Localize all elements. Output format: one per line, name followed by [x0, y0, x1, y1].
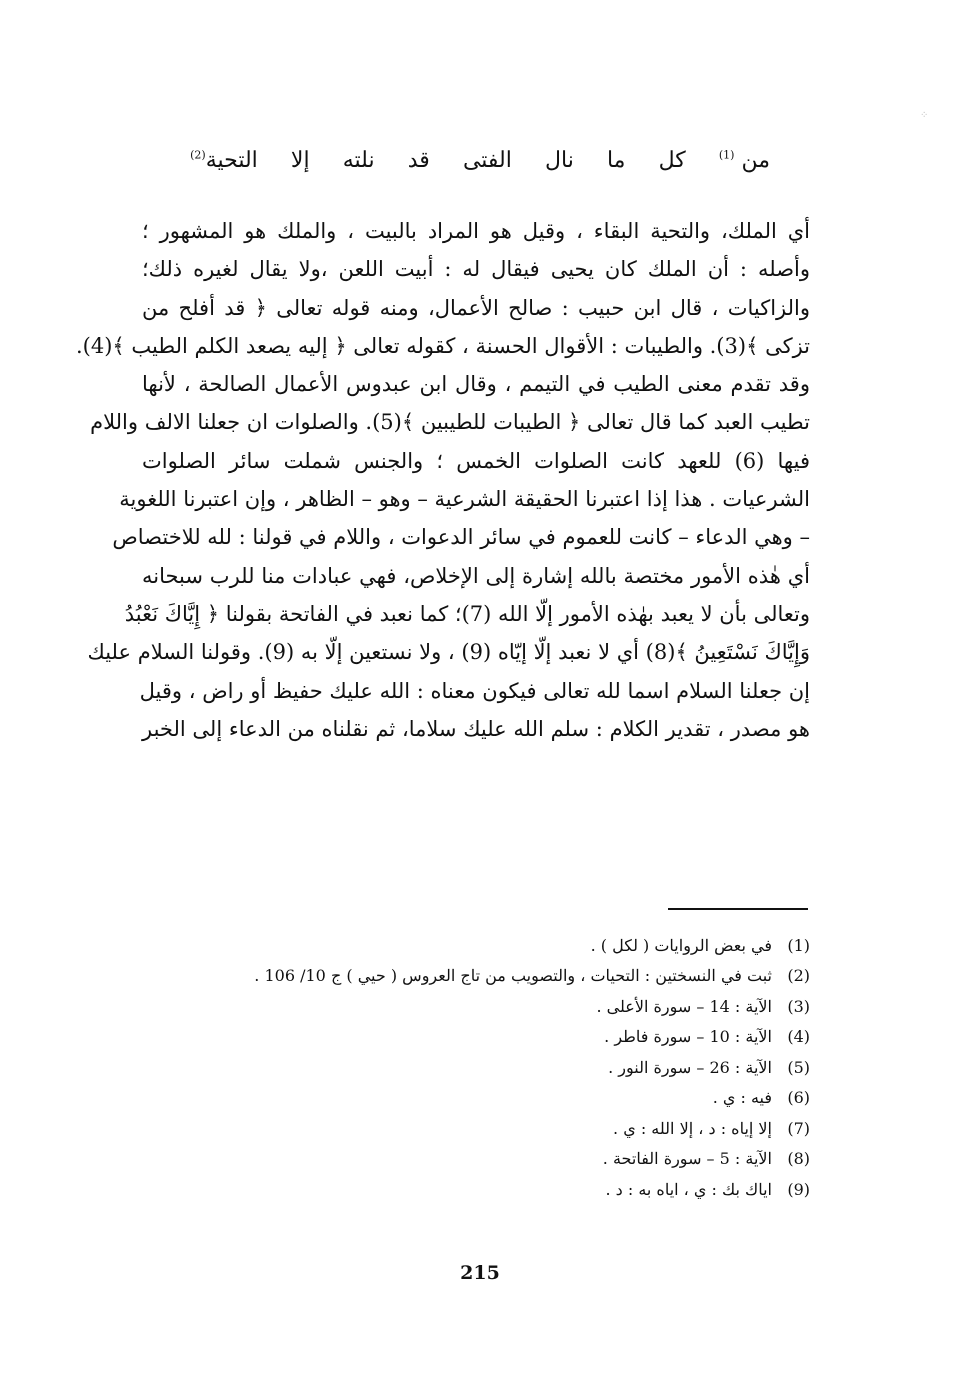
- verse-word: كل: [658, 148, 686, 173]
- footnote-text: الآية : 26 – سورة النور .: [608, 1057, 772, 1077]
- footnote-item: [150, 1174, 810, 1205]
- footnote-item: [150, 1022, 810, 1053]
- footnote-item: [150, 1144, 810, 1175]
- footnote-number: (1): [787, 935, 810, 955]
- footnote-number: (2): [787, 966, 810, 986]
- text-line: وَإِيَّاكَ نَسْتَعِينُ ﴾(8) أي لا نعبد إلّا إيّاه (9) ، ولا نستعين إلّا به (9). وقولنا السلام عليك: [87, 640, 810, 665]
- footnote-item: [150, 1083, 810, 1114]
- footnote-text: في بعض الروايات ( لكل ) .: [590, 935, 772, 955]
- footnote-item: [150, 991, 810, 1022]
- footnote-text: اياك بك : ي ، اياه به : د .: [605, 1179, 772, 1199]
- footnote-item: [150, 961, 810, 992]
- verse-word: ما: [606, 148, 626, 173]
- text-line: – وهي الدعاء – كانت للعموم في سائر الدعوات ، واللام في قولنا : لله للاختصاص: [112, 525, 810, 550]
- verse-word: قد: [407, 148, 430, 173]
- verse-word: من $^{(1)}$: [718, 148, 770, 173]
- text-line: إن جعلنا السلام اسما لله تعالى فيكون معناه : الله عليك حفيظ أو راض ، وقيل: [139, 678, 810, 703]
- text-line: أي الملك، والتحية البقاء ، وقيل هو المراد بالبيت ، والملك هو المشهور ؛: [142, 219, 810, 243]
- text-line: هو مصدر ، تقدير الكلام : سلم الله عليك سلاما، ثم نقلناه من الدعاء إلى الخبر: [142, 716, 810, 741]
- footnote-number: (3): [787, 996, 810, 1016]
- footnote-number: (4): [787, 1027, 810, 1047]
- footnote-text: الآية : 10 – سورة فاطر .: [604, 1027, 772, 1047]
- footnote-text: ثبت في النسختين : التحيات ، والتصويب من تاج العروس ( حيي ) ج 10/ 106 .: [254, 966, 772, 986]
- footnote-divider: [668, 908, 808, 910]
- text-line: فيها (6) للعهد كانت الصلوات الخمس ؛ والجنس شملت سائر الصلوات: [142, 448, 810, 473]
- text-line: وقد تقدم معنى الطيب في التيمم ، وقال ابن عبدوس الأعمال الصالحة ، لأنها: [142, 372, 810, 397]
- footnote-item: [150, 930, 810, 961]
- footnote-number: (5): [787, 1057, 810, 1077]
- verse-word: إلا: [290, 148, 310, 173]
- footnote-text: الآية : 14 – سورة الأعلى .: [596, 996, 772, 1016]
- scan-speck-icon: ⁘: [920, 110, 929, 121]
- footnote-item: [150, 1113, 810, 1144]
- footnote-number: (7): [787, 1118, 810, 1138]
- verse-word: نلته: [342, 148, 375, 173]
- text-line: الشرعيات . هذا إذا اعتبرنا الحقيقة الشرعية – وهو – الظاهر ، وإن اعتبرنا اللغوية: [119, 487, 810, 512]
- footnote-number: (8): [787, 1149, 810, 1169]
- text-line: والزاكيات ، قال ابن حبيب : صالح الأعمال، ومنه قوله تعالى ﴿ قد أفلح من: [142, 295, 810, 320]
- footnote-number: (9): [787, 1179, 810, 1199]
- footnote-text: الآية : 5 – سورة الفاتحة .: [602, 1149, 772, 1169]
- verse-word: نال: [545, 148, 574, 173]
- footnote-ref[interactable]: (1): [718, 148, 735, 162]
- body-text: [75, 212, 810, 748]
- poetry-verse: [190, 148, 770, 192]
- footnote-number: (6): [787, 1088, 810, 1108]
- footnotes: [150, 930, 810, 1205]
- verse-word: التحية$^{(2)}$: [190, 148, 258, 173]
- footnote-text: إلا إياه : د ، إلا الله : ي .: [613, 1118, 772, 1138]
- text-line: أي هٰذه الأمور مختصة بالله إشارة إلى الإخلاص، فهي عبادات منا للرب سبحانه: [142, 563, 810, 588]
- text-line: تزكى ﴾(3). والطيبات : الأقوال الحسنة ، كقوله تعالى ﴿ إليه يصعد الكلم الطيب ﴾(4).: [75, 333, 810, 358]
- text-line: تطيب العبد كما قال تعالى ﴿ الطيبات للطيبين ﴾(5). والصلوات ان جعلنا الالف واللام: [90, 410, 810, 435]
- footnote-item: [150, 1052, 810, 1083]
- verse-word: الفتى: [462, 148, 512, 173]
- text-line: وأصله : أن الملك كان يحيى فيقال له : أبيت اللعن ،ولا يقال لغيره ذلك؛: [142, 257, 810, 282]
- text-line: وتعالى بأن لا يعبد بهٰذه الأمور إلّا الله (7)؛ كما نعبد في الفاتحة بقولنا ﴿ إِيَّاكَ نَعْبُدُ: [124, 601, 810, 626]
- footnote-ref[interactable]: (2): [190, 148, 206, 162]
- footnote-text: فيه : ي .: [712, 1088, 772, 1108]
- page-number: 215: [460, 1262, 500, 1284]
